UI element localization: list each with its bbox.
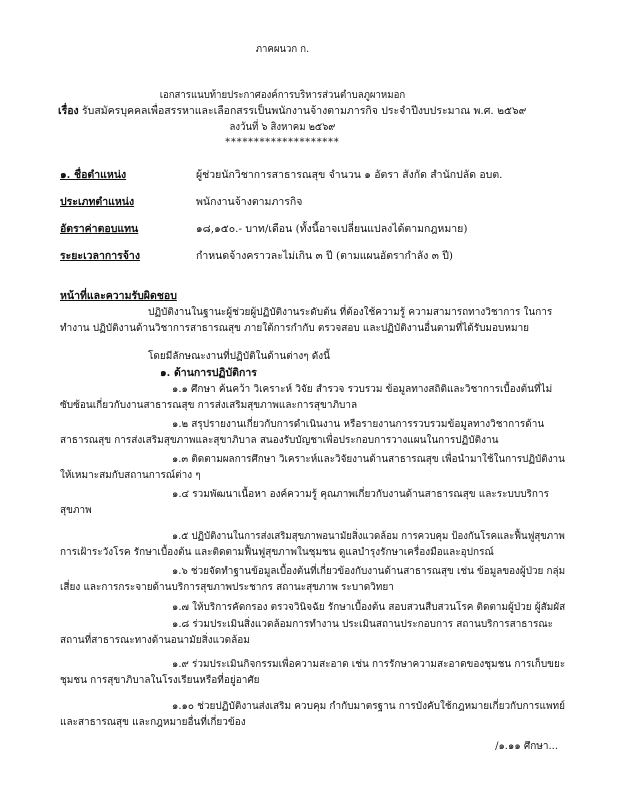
- duty-item-1-1-cont: ซับซ้อนเกี่ยวกับงานสาธารณสุข การส่งเสริมสุขภาพและการสุขาภิบาล: [60, 400, 358, 411]
- document-title: เอกสารแนบท้ายประกาศองค์การบริหารส่วนตำบลภูผาหมอก: [159, 89, 406, 101]
- duty-item-1-10: ๑.๑๐ ช่วยปฏิบัติงานส่งเสริม ควบคุม กำกับมาตรฐาน การบังคับใช้กฎหมายเกี่ยวกับการแพทย์: [172, 701, 565, 712]
- duty-item-1-8-cont: สถานที่สาธารณะทางด้านอนามัยสิ่งแวดล้อม: [60, 635, 250, 646]
- duty-item-1-1: ๑.๑ ศึกษา ค้นคว้า วิเคราะห์ วิจัย สำรวจ รวบรวม ข้อมูลทางสถิติและวิชาการเบื้องต้นที่ไม่: [172, 384, 553, 395]
- appendix-label: ภาคผนวก ก.: [255, 43, 310, 55]
- separator-stars: ********************: [225, 136, 340, 148]
- duties-scope: โดยมีลักษณะงานที่ปฏิบัติในด้านต่างๆ ดังนี้: [148, 351, 330, 362]
- field-value-salary: ๑๘,๑๕๐.- บาท/เดือน (ทั้งนี้อาจเปลี่ยนแปลงได้ตามกฎหมาย): [196, 223, 468, 235]
- continuation-note: /๑.๑๑ ศึกษา...: [495, 741, 558, 752]
- duty-item-1-4-cont: สุขภาพ: [60, 505, 92, 516]
- duty-item-1-5-cont: การเฝ้าระวังโรค รักษาเบื้องต้น และติดตามฟื้นฟูสุขภาพในชุมชน ดูแลบำรุงรักษาเครื่องมือและอุปกรณ์: [60, 547, 494, 558]
- duties-intro-line-1: ปฏิบัติงานในฐานะผู้ช่วยผู้ปฏิบัติงานระดับต้น ที่ต้องใช้ความรู้ ความสามารถทางวิชาการ ในการ: [148, 307, 553, 318]
- document-date: ลงวันที่ ๖ สิงหาคม ๒๕๖๙: [229, 121, 336, 133]
- field-value-type: พนักงานจ้างตามภารกิจ: [196, 196, 303, 208]
- field-label-duration: ระยะเวลาการจ้าง: [60, 250, 140, 262]
- duty-item-1-3-cont: ให้เหมาะสมกับสถานการณ์ต่าง ๆ: [60, 470, 201, 481]
- field-label-position: ๑. ชื่อตำแหน่ง: [60, 169, 127, 181]
- duty-item-1-3: ๑.๓ ติดตามผลการศึกษา วิเคราะห์และวิจัยงานด้านสาธารณสุข เพื่อนำมาใช้ในการปฏิบัติงาน: [172, 454, 565, 465]
- duty-item-1-7: ๑.๗ ให้บริการคัดกรอง ตรวจวินิจฉัย รักษาเบื้องต้น สอบสวนสืบสวนโรค ติดตามผู้ป่วย ผู้สัมผัส: [172, 602, 566, 613]
- duties-intro-line-2: ทำงาน ปฏิบัติงานด้านวิชาการสาธารณสุข ภายใต้การกำกับ ตรวจสอบ และปฏิบัติงานอื่นตามที่ได้รับมอบหมาย: [60, 323, 530, 334]
- duty-item-1-9: ๑.๙ ร่วมประเมินกิจกรรมเพื่อความสะอาด เช่น การรักษาความสะอาดของชุมชน การเก็บขยะ: [172, 659, 566, 670]
- duty-item-1-2-cont: สาธารณสุข การส่งเสริมสุขภาพและสุขาภิบาล สนองรับบัญชาเพื่อประกอบการวางแผนในการปฏิบัติงาน: [60, 435, 499, 446]
- field-label-salary: อัตราค่าตอบแทน: [60, 223, 139, 235]
- duty-item-1-6-cont: เสี่ยง และการกระจายด้านบริการสุขภาพประชากร สถานะสุขภาพ ระบาดวิทยา: [60, 582, 394, 593]
- subject-text: รับสมัครบุคคลเพื่อสรรหาและเลือกสรรเป็นพนักงานจ้างตามภารกิจ ประจำปีงบประมาณ พ.ศ. ๒๕๖๙: [82, 105, 527, 117]
- subject-line: [58, 104, 526, 118]
- duties-heading: หน้าที่และความรับผิดชอบ: [60, 290, 177, 302]
- duty-item-1-4: ๑.๔ รวมพัฒนาเนื้อหา องค์ความรู้ คุณภาพเกี่ยวกับงานด้านสาธารณสุข และระบบบริการ: [172, 489, 549, 500]
- field-label-type: ประเภทตำแหน่ง: [60, 196, 135, 208]
- field-value-duration: กำหนดจ้างคราวละไม่เกิน ๓ ปี (ตามแผนอัตรากำลัง ๓ ปี): [196, 250, 453, 262]
- duty-item-1-10-cont: และสาธารณสุข และกฎหมายอื่นที่เกี่ยวข้อง: [60, 717, 246, 728]
- duty-item-1-8: ๑.๘ ร่วมประเมินสิ่งแวดล้อมการทำงาน ประเมินสถานประกอบการ สถานบริการสาธารณะ: [172, 619, 554, 630]
- subject-prefix: เรื่อง: [58, 105, 79, 117]
- duty-item-1-6: ๑.๖ ช่วยจัดทำฐานข้อมูลเบื้องต้นที่เกี่ยวข้องกับงานด้านสาธารณสุข เช่น ข้อมูลของผู้ป่วย กลุ่ม: [172, 566, 566, 577]
- section-heading-operations: ๑. ด้านการปฏิบัติการ: [160, 367, 257, 379]
- duty-item-1-2: ๑.๒ สรุปรายงานเกี่ยวกับการดำเนินงาน หรือรายงานการรวบรวมข้อมูลทางวิชาการด้าน: [172, 419, 545, 430]
- duty-item-1-9-cont: ชุมชน การสุขาภิบาลในโรงเรียนหรือที่อยู่อาศัย: [60, 675, 260, 686]
- field-value-position: ผู้ช่วยนักวิชาการสาธารณสุข จำนวน ๑ อัตรา สังกัด สำนักปลัด อบต.: [196, 169, 503, 181]
- duty-item-1-5: ๑.๕ ปฏิบัติงานในการส่งเสริมสุขภาพอนามัยสิ่งแวดล้อม การควบคุม ป้องกันโรคและฟื้นฟูสุขภาพ: [172, 531, 565, 542]
